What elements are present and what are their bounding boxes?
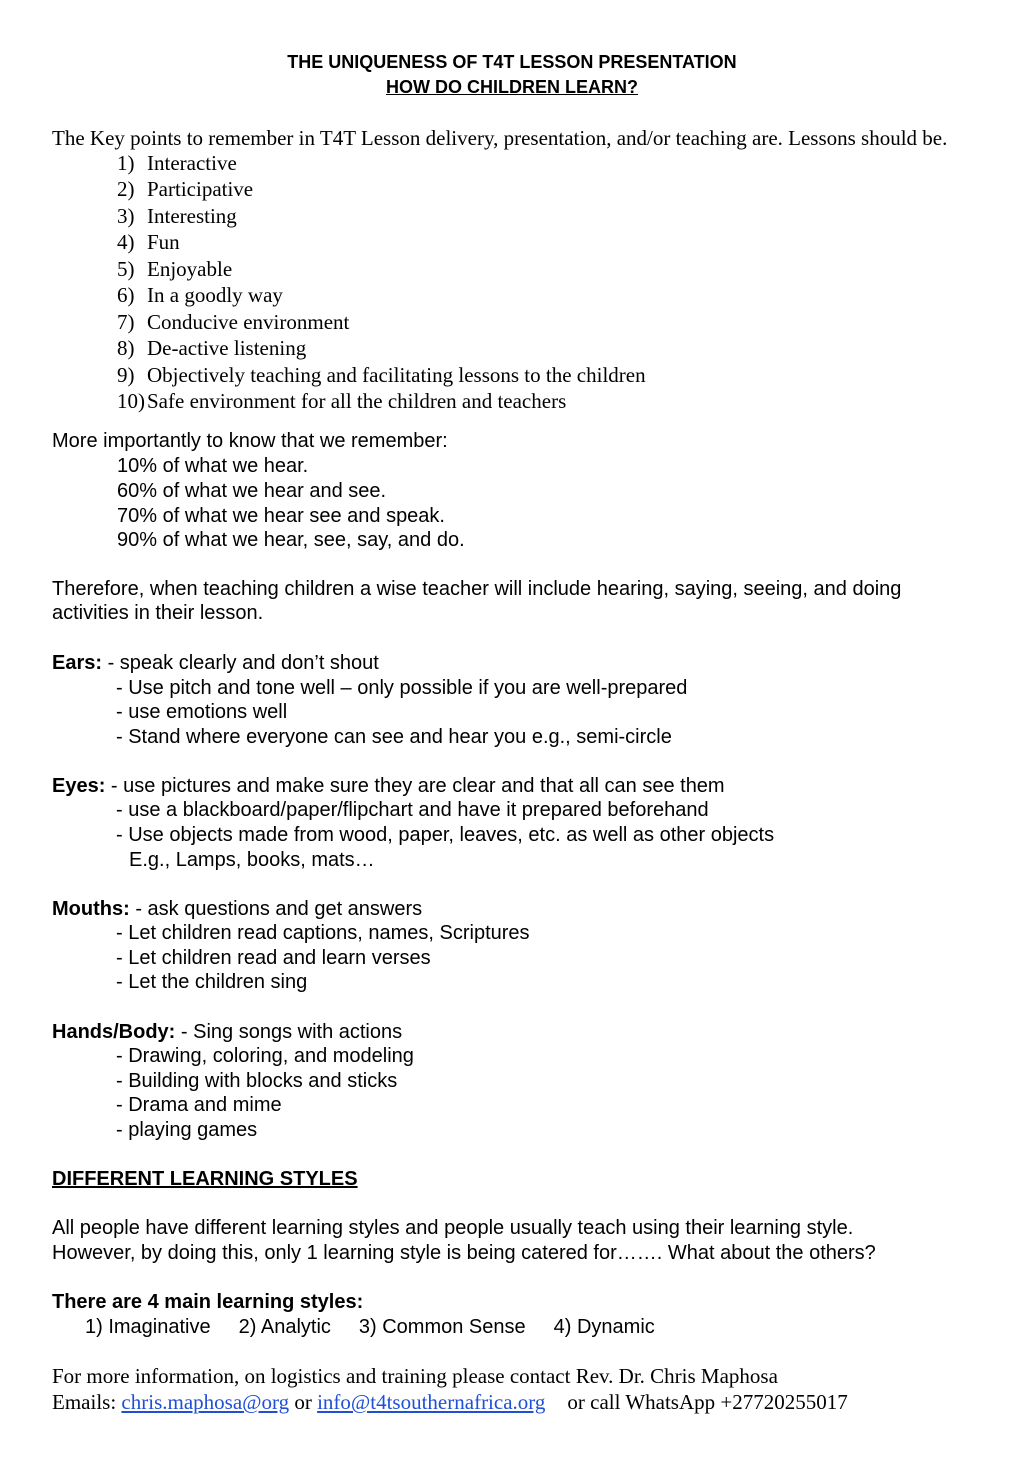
eyes-first-item: - use pictures and make sure they are clear and that all can see them — [105, 775, 725, 797]
ears-item: - use emotions well — [116, 701, 288, 723]
list-text: Participative — [147, 177, 254, 201]
list-number: 5) — [117, 257, 135, 281]
list-item — [117, 310, 349, 335]
remember-item: 60% of what we hear and see. — [117, 480, 387, 502]
remember-intro: More importantly to know that we remember: — [52, 430, 448, 452]
list-number: 9) — [117, 363, 135, 387]
list-item — [117, 336, 306, 361]
main-styles-heading: There are 4 main learning styles: — [52, 1291, 364, 1313]
list-number: 3) — [117, 204, 135, 228]
eyes-item: - use a blackboard/paper/flipchart and have it prepared beforehand — [116, 799, 709, 821]
learning-style-item: 2) Analytic — [238, 1316, 331, 1338]
list-item — [117, 230, 180, 255]
ears-first-line — [52, 652, 379, 675]
main-styles-list — [85, 1316, 655, 1339]
remember-item: 70% of what we hear see and speak. — [117, 505, 445, 527]
intro-text: The Key points to remember in T4T Lesson delivery, presentation, and/or teaching are. Lessons should be. — [52, 126, 948, 150]
hands-item: - playing games — [116, 1119, 258, 1141]
list-text: In a goodly way — [147, 283, 283, 307]
learning-style-item: 4) Dynamic — [553, 1316, 655, 1338]
list-item — [117, 283, 283, 308]
email-link-info[interactable]: info@t4tsouthernafrica.org — [317, 1390, 546, 1414]
document-subtitle: HOW DO CHILDREN LEARN? — [386, 77, 638, 97]
eyes-label: Eyes: — [52, 775, 106, 797]
eyes-extra: E.g., Lamps, books, mats… — [129, 849, 375, 871]
list-text: Fun — [147, 230, 180, 254]
footer-contact: For more information, on logistics and training please contact Rev. Dr. Chris Maphosa — [52, 1364, 778, 1388]
hands-item: - Drama and mime — [116, 1094, 282, 1116]
therefore-line: activities in their lesson. — [52, 602, 264, 624]
list-item — [117, 257, 232, 282]
emails-label: Emails: — [52, 1390, 122, 1414]
list-item — [117, 177, 253, 202]
list-number: 4) — [117, 230, 135, 254]
list-number: 8) — [117, 336, 135, 360]
list-number: 6) — [117, 283, 135, 307]
list-text: De-active listening — [147, 336, 307, 360]
styles-paragraph-line: All people have different learning styles and people usually teach using their learning style. — [52, 1217, 854, 1239]
list-text: Objectively teaching and facilitating lessons to the children — [147, 363, 646, 387]
list-number: 7) — [117, 310, 135, 334]
mouths-item: - Let children read and learn verses — [116, 947, 431, 969]
mouths-label: Mouths: — [52, 898, 130, 920]
list-number: 2) — [117, 177, 135, 201]
hands-item: - Building with blocks and sticks — [116, 1070, 398, 1092]
list-text: Interesting — [147, 204, 237, 228]
list-item — [117, 151, 237, 176]
hands-item: - Drawing, coloring, and modeling — [116, 1045, 414, 1067]
hands-first-item: - Sing songs with actions — [175, 1021, 403, 1043]
learning-style-item: 1) Imaginative — [85, 1316, 211, 1338]
list-text: Safe environment for all the children and teachers — [147, 389, 567, 413]
remember-item: 90% of what we hear, see, say, and do. — [117, 529, 465, 551]
list-item — [117, 204, 237, 229]
styles-heading: DIFFERENT LEARNING STYLES — [52, 1168, 358, 1190]
mouths-first-line — [52, 898, 422, 921]
mouths-first-item: - ask questions and get answers — [129, 898, 423, 920]
hands-first-line — [52, 1021, 402, 1044]
email-link-maphosa[interactable]: chris.maphosa@org — [121, 1390, 290, 1414]
mouths-item: - Let the children sing — [116, 971, 308, 993]
learning-style-item: 3) Common Sense — [358, 1316, 526, 1338]
ears-item: - Use pitch and tone well – only possible if you are well-prepared — [116, 677, 688, 699]
list-number: 1) — [117, 151, 135, 175]
list-text: Conducive environment — [147, 310, 350, 334]
list-item — [117, 389, 566, 414]
whatsapp-contact: or call WhatsApp +27720255017 — [567, 1390, 848, 1414]
list-number: 10) — [117, 389, 145, 413]
list-item — [117, 363, 646, 388]
list-text: Enjoyable — [147, 257, 233, 281]
eyes-first-line — [52, 775, 725, 798]
or-separator: or — [289, 1390, 318, 1414]
styles-paragraph-line: However, by doing this, only 1 learning style is being catered for……. What about the others? — [52, 1242, 876, 1264]
remember-item: 10% of what we hear. — [117, 455, 309, 477]
footer-emails-line — [52, 1390, 848, 1415]
therefore-line: Therefore, when teaching children a wise teacher will include hearing, saying, seeing, and doing — [52, 578, 902, 600]
eyes-item: - Use objects made from wood, paper, leaves, etc. as well as other objects — [116, 824, 775, 846]
document-title: THE UNIQUENESS OF T4T LESSON PRESENTATION — [287, 52, 737, 72]
ears-label: Ears: — [52, 652, 103, 674]
list-text: Interactive — [147, 151, 237, 175]
mouths-item: - Let children read captions, names, Scriptures — [116, 922, 530, 944]
hands-label: Hands/Body: — [52, 1021, 176, 1043]
ears-first-item: - speak clearly and don’t shout — [102, 652, 379, 674]
ears-item: - Stand where everyone can see and hear you e.g., semi-circle — [116, 726, 672, 748]
